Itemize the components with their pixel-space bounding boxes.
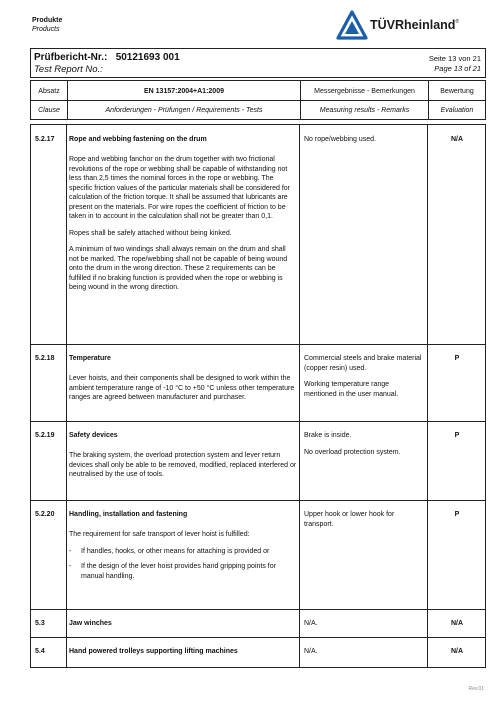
evaluation-column-header: Bewertung Evaluation (428, 81, 485, 119)
evaluation-verdict: P (454, 432, 460, 439)
company-name-en: Products (32, 26, 60, 33)
clause-title: Rope and webbing fastening on the drum (69, 136, 207, 143)
result-remark: Brake is inside. No overload protection system. (304, 432, 401, 456)
table-row (31, 344, 485, 421)
report-number-de: Prüfbericht-Nr.: 50121693 001 (34, 52, 180, 63)
table-row (31, 125, 485, 344)
column-header (30, 80, 486, 120)
clause-title: Safety devices (69, 432, 118, 439)
table-row (31, 637, 485, 668)
report-number-box (30, 48, 486, 78)
requirements-table (30, 124, 486, 668)
page-number-de: Seite 13 von 21 (428, 54, 481, 63)
clause-number: 5.4 (35, 648, 45, 655)
report-number-label-en: Test Report No.: (34, 64, 103, 75)
clause-title: Hand powered trolleys supporting lifting machines (69, 648, 238, 655)
requirement-text: The braking system, the overload protection system and lever return devices shall only be able to be removed, modified, replaced interfered or neutralised by the use of tools. (69, 452, 297, 478)
requirement-text: The requirement for safe transport of lever hoist is fulfilled: - If handles, hooks, or other means for attaching is provided or - If the design of the lever hoist provides hand gripping points for manual handling. (69, 530, 297, 587)
clause-number: 5.2.19 (35, 432, 55, 439)
evaluation-verdict: N/A (450, 620, 464, 627)
clause-number: 5.2.17 (35, 136, 55, 143)
clause-title: Temperature (69, 355, 111, 362)
evaluation-verdict: P (454, 511, 460, 518)
clause-title: Handling, installation and fastening (69, 511, 188, 518)
clause-number: 5.2.18 (35, 355, 55, 362)
clause-title: Jaw winches (69, 620, 112, 627)
company-header (32, 16, 62, 34)
report-number: 50121693 001 (115, 52, 180, 63)
tuv-logo (336, 10, 486, 40)
result-remark: No rope/webbing used. (304, 136, 376, 143)
results-column-header: Messergebnisse - Bemerkungen Measuring results - Remarks (300, 81, 428, 119)
requirement-text: Rope and webbing fanchor on the drum together with two frictional revolutions of the rope or webbing shall be capable of withstanding not less than 2,5 times the nominal forces in the rope or webbing. The specific friction values of the particular materials shall be considered for calculation of the friction torque. It shall be assumed that lubricants are present on the materials. For wire ropes the coefficient of friction to be taken in to account in the calculation shall not be greater than 0,1. Ropes shall be safely attached without being kinked. A minimum of two windings shall always remain on the drum and shall not be marked. The rope/webbing shall not be capable of being wound onto the drum in the wrong direction. These 2 requirements can be fulfilled if no braking function is provided when the rope or webbing is being wound in the wrong direction. (69, 156, 290, 291)
page-number-en: Page 13 of 21 (434, 64, 481, 73)
list-item: - If the design of the lever hoist provides hand gripping points for manual handling. (69, 563, 276, 580)
result-remark: N/A. (304, 620, 318, 627)
logo-wordmark: TÜVRheinland® (370, 18, 460, 32)
clause-number: 5.2.20 (35, 511, 55, 518)
table-row (31, 609, 485, 637)
result-remark: Commercial steels and brake material (copper resin) used. Working temperature range mentioned in the user manual. (304, 355, 422, 398)
result-remark: Upper hook or lower hook for transport. (304, 511, 395, 528)
requirements-column-header: EN 13157:2004+A1:2009 Anforderungen - Prüfungen / Requirements - Tests (67, 81, 300, 119)
evaluation-verdict: P (454, 355, 460, 362)
triangle-logo-icon (336, 10, 368, 40)
table-row (31, 421, 485, 500)
company-name: Produkte (32, 17, 63, 24)
clause-number: 5.3 (35, 620, 45, 627)
clause-column-header: Absatz Clause (38, 87, 60, 114)
evaluation-verdict: N/A (450, 136, 464, 143)
result-remark: N/A. (304, 648, 318, 655)
list-item: - If handles, hooks, or other means for attaching is provided or (69, 547, 270, 555)
requirement-text: Lever hoists, and their components shall be designed to work within the ambient temperature range of -10 °C to +50 °C unless other temperature ranges are agreed between manufacturer and purchaser. (69, 375, 295, 401)
table-row (31, 500, 485, 609)
evaluation-verdict: N/A (450, 648, 464, 655)
revision-footer: Rev.01 (468, 686, 484, 692)
